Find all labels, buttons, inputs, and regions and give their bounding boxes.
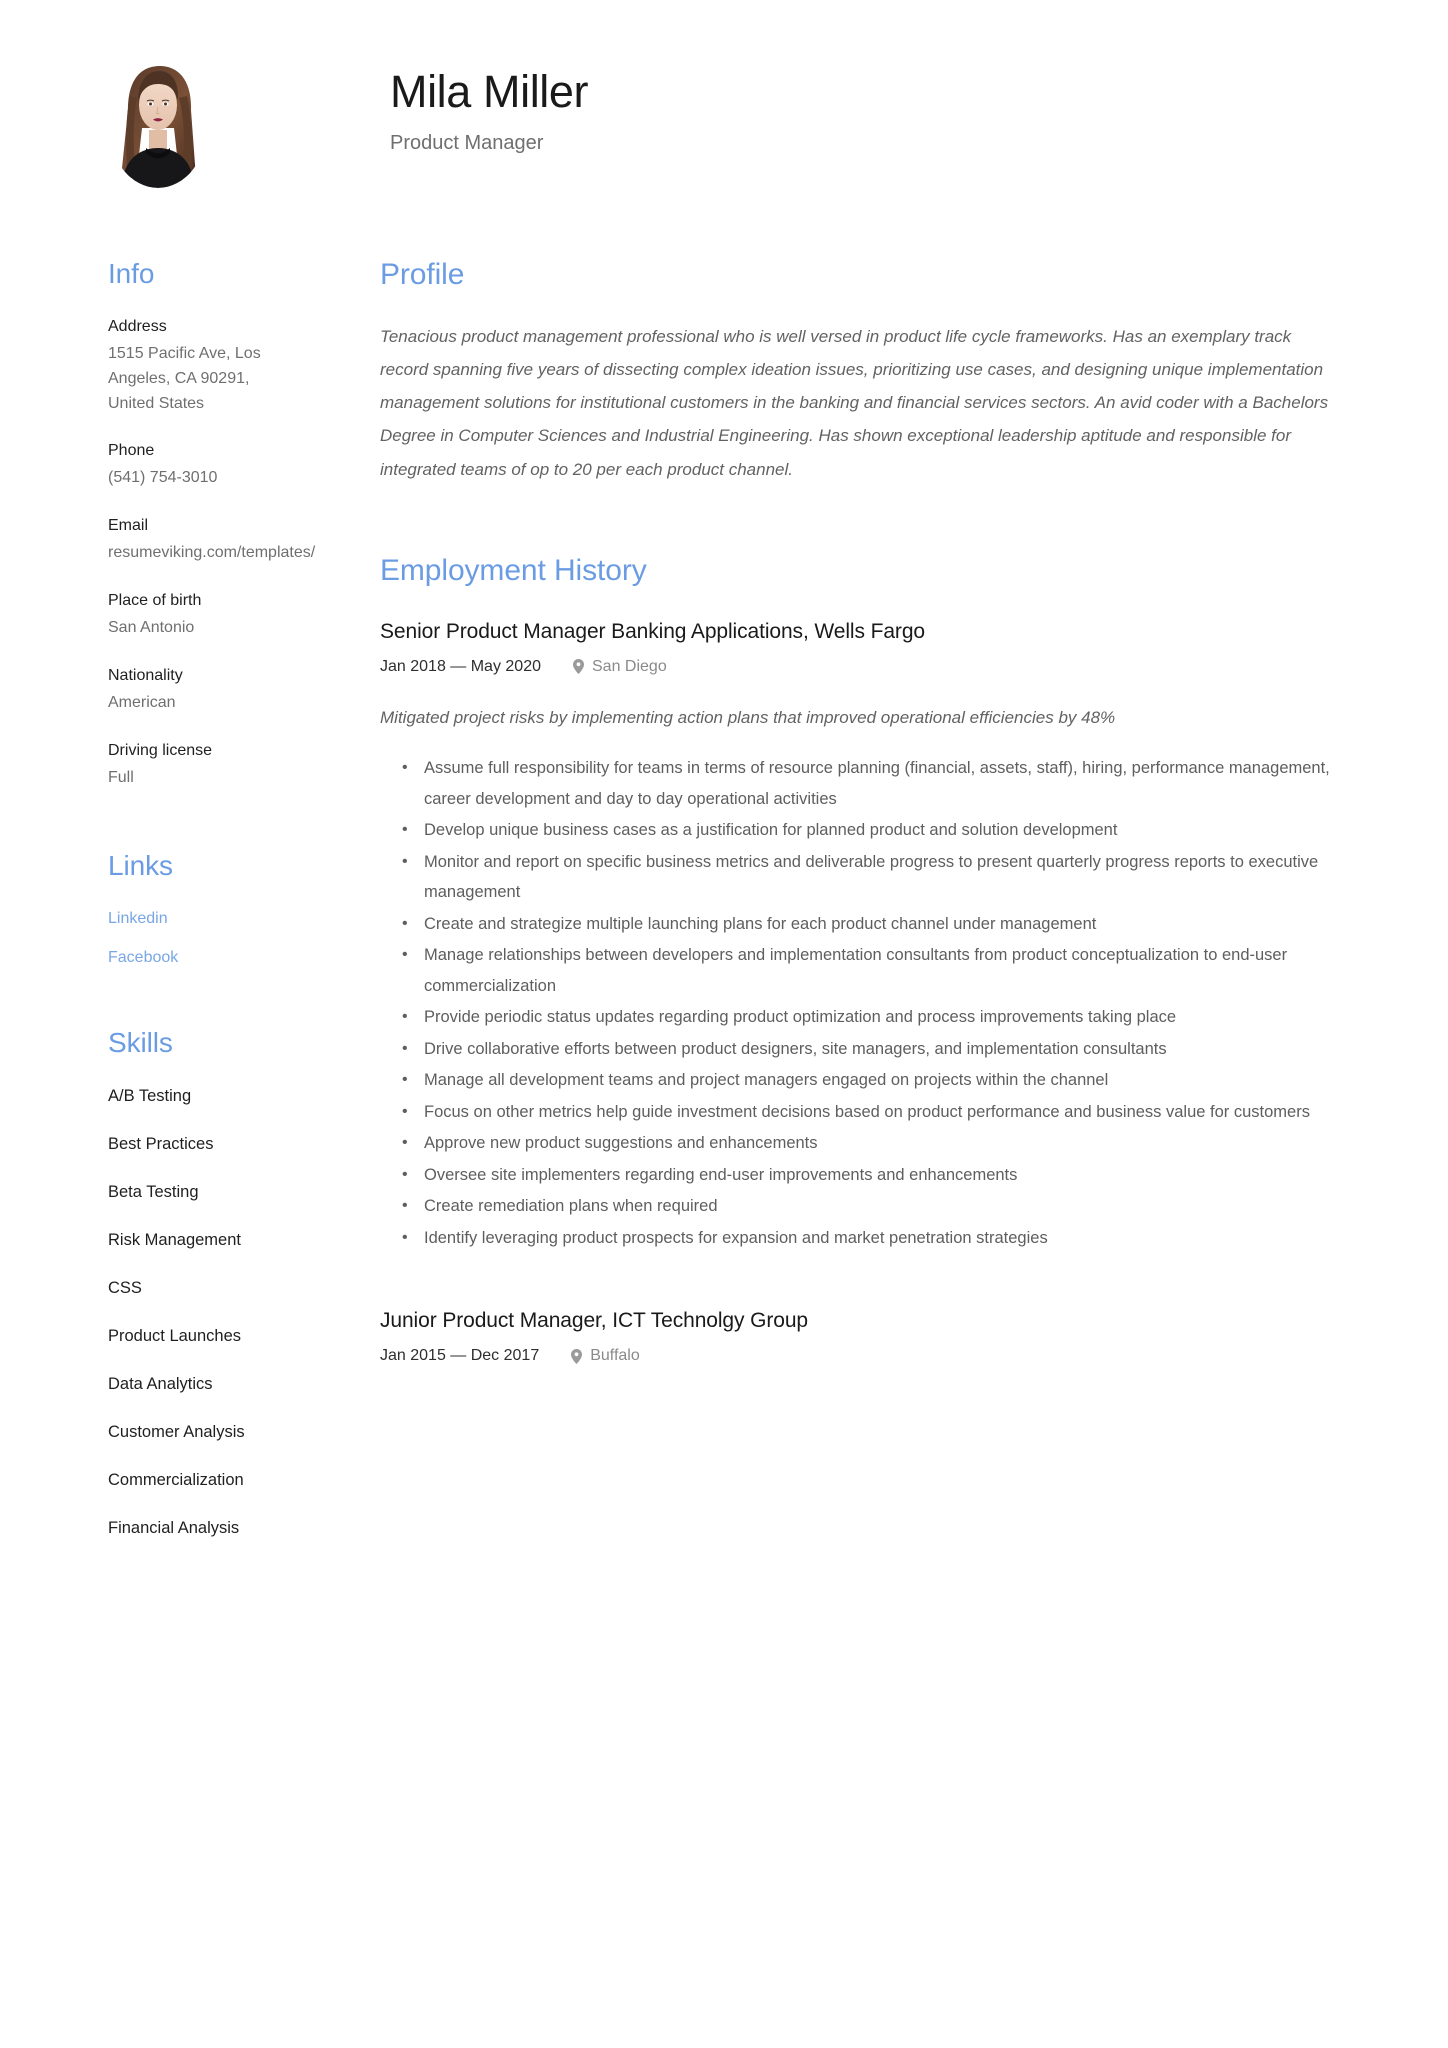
links-section [108, 852, 288, 967]
info-value: resumeviking.com/templates/ [108, 544, 316, 562]
location-pin-icon [571, 1349, 582, 1364]
link-linkedin[interactable]: Linkedin [108, 910, 168, 928]
info-item-place-of-birth [108, 592, 288, 641]
content-columns [0, 188, 1448, 1567]
resume-header [0, 0, 1448, 188]
job-bullet: • Monitor and report on specific business metrics and deliverable progress to present quarterly progress reports to executive management [424, 847, 1338, 908]
job-meta [380, 1347, 1338, 1365]
info-label: Driving license [108, 741, 213, 759]
info-item-phone [108, 442, 288, 491]
job-dates: Jan 2015 — Dec 2017 [380, 1347, 540, 1365]
profile-section-title: Profile [380, 258, 465, 291]
header-job-title: Product Manager [390, 132, 544, 155]
info-label: Nationality [108, 666, 183, 684]
skill-item: Product Launches [108, 1327, 242, 1346]
info-value: 1515 Pacific Ave, Los Angeles, CA 90291, United States [108, 345, 261, 412]
job-meta [380, 658, 1338, 676]
skill-item: Beta Testing [108, 1183, 199, 1202]
name-block [390, 58, 588, 155]
links-section-title: Links [108, 850, 173, 882]
location-pin-icon [573, 659, 584, 674]
avatar [108, 58, 208, 188]
info-item-address [108, 318, 288, 416]
job-bullet: • Focus on other metrics help guide investment decisions based on product performance and business value for customers [424, 1097, 1338, 1128]
job-bullet: • Create and strategize multiple launching plans for each product channel under management [424, 909, 1338, 940]
job-location-label: Buffalo [590, 1347, 640, 1365]
job-entry [380, 620, 1338, 1254]
skill-item: CSS [108, 1279, 142, 1298]
sidebar [0, 258, 316, 1567]
job-bullet: • Oversee site implementers regarding end-user improvements and enhancements [424, 1160, 1338, 1191]
page-title: Mila Miller [390, 66, 589, 117]
main-content [300, 260, 1448, 1391]
info-value: (541) 754-3010 [108, 469, 218, 487]
skill-item: A/B Testing [108, 1087, 192, 1106]
job-bullet: • Manage all development teams and project managers engaged on projects within the channel [424, 1065, 1338, 1096]
info-label: Email [108, 517, 149, 535]
job-bullet: • Drive collaborative efforts between product designers, site managers, and implementation consultants [424, 1034, 1338, 1065]
job-location-label: San Diego [592, 657, 667, 675]
job-bullet: • Identify leveraging product prospects for expansion and market penetration strategies [424, 1223, 1338, 1254]
job-bullet: • Manage relationships between developers and implementation consultants from product conceptualization to end-user commercialization [424, 940, 1338, 1001]
info-value: American [108, 693, 176, 711]
job-summary: Mitigated project risks by implementing action plans that improved operational efficiencies by 48% [380, 707, 1116, 727]
job-dates: Jan 2018 — May 2020 [380, 657, 541, 675]
skill-item: Financial Analysis [108, 1519, 240, 1538]
skill-item: Best Practices [108, 1135, 214, 1154]
job-entry [380, 1309, 1338, 1365]
job-role: Junior Product Manager, ICT Technolgy Group [380, 1309, 808, 1333]
info-item-email [108, 517, 316, 566]
job-bullet-list [380, 753, 1338, 1253]
avatar-container [108, 58, 308, 188]
job-location [571, 1347, 640, 1365]
job-bullet: • Create remediation plans when required [424, 1191, 1338, 1222]
job-role: Senior Product Manager Banking Applications, Wells Fargo [380, 619, 925, 643]
skill-item: Customer Analysis [108, 1423, 245, 1442]
info-section [108, 258, 316, 790]
profile-section [380, 260, 1338, 486]
info-label: Place of birth [108, 591, 202, 609]
job-location [573, 658, 667, 676]
skills-section-title: Skills [108, 1027, 173, 1059]
info-item-driving-license [108, 742, 288, 791]
info-value: San Antonio [108, 618, 195, 636]
employment-history-section [380, 553, 1338, 1366]
link-facebook[interactable]: Facebook [108, 949, 179, 967]
profile-text: Tenacious product management professional who is well versed in product life cycle frameworks. Has an exemplary track record spanning five years of dissecting complex ideation issues, prioritizing use cases, and designing unique implementation management solutions for institutional customers in the banking and financial services sectors. An avid coder with a Bachelors Degree in Computer Sciences and Industrial Engineering. Has shown exceptional leadership aptitude and responsible for integrated teams of op to 20 per each product channel. [380, 327, 1329, 479]
employment-section-title: Employment History [380, 553, 647, 587]
skill-item: Data Analytics [108, 1375, 213, 1394]
job-bullet: • Approve new product suggestions and enhancements [424, 1128, 1338, 1159]
job-bullet: • Assume full responsibility for teams in terms of resource planning (financial, assets, staff), hiring, performance management, career development and day to day operational activities [424, 753, 1338, 814]
skill-item: Commercialization [108, 1471, 244, 1490]
skill-item: Risk Management [108, 1231, 241, 1250]
job-bullet: • Develop unique business cases as a justification for planned product and solution development [424, 815, 1338, 846]
skills-section [108, 1029, 288, 1538]
info-label: Phone [108, 442, 155, 460]
info-list [108, 318, 316, 790]
job-bullet: • Provide periodic status updates regarding product optimization and process improvements taking place [424, 1002, 1338, 1033]
info-item-nationality [108, 667, 288, 716]
info-section-title: Info [108, 258, 155, 289]
info-value: Full [108, 768, 134, 786]
info-label: Address [108, 318, 167, 335]
